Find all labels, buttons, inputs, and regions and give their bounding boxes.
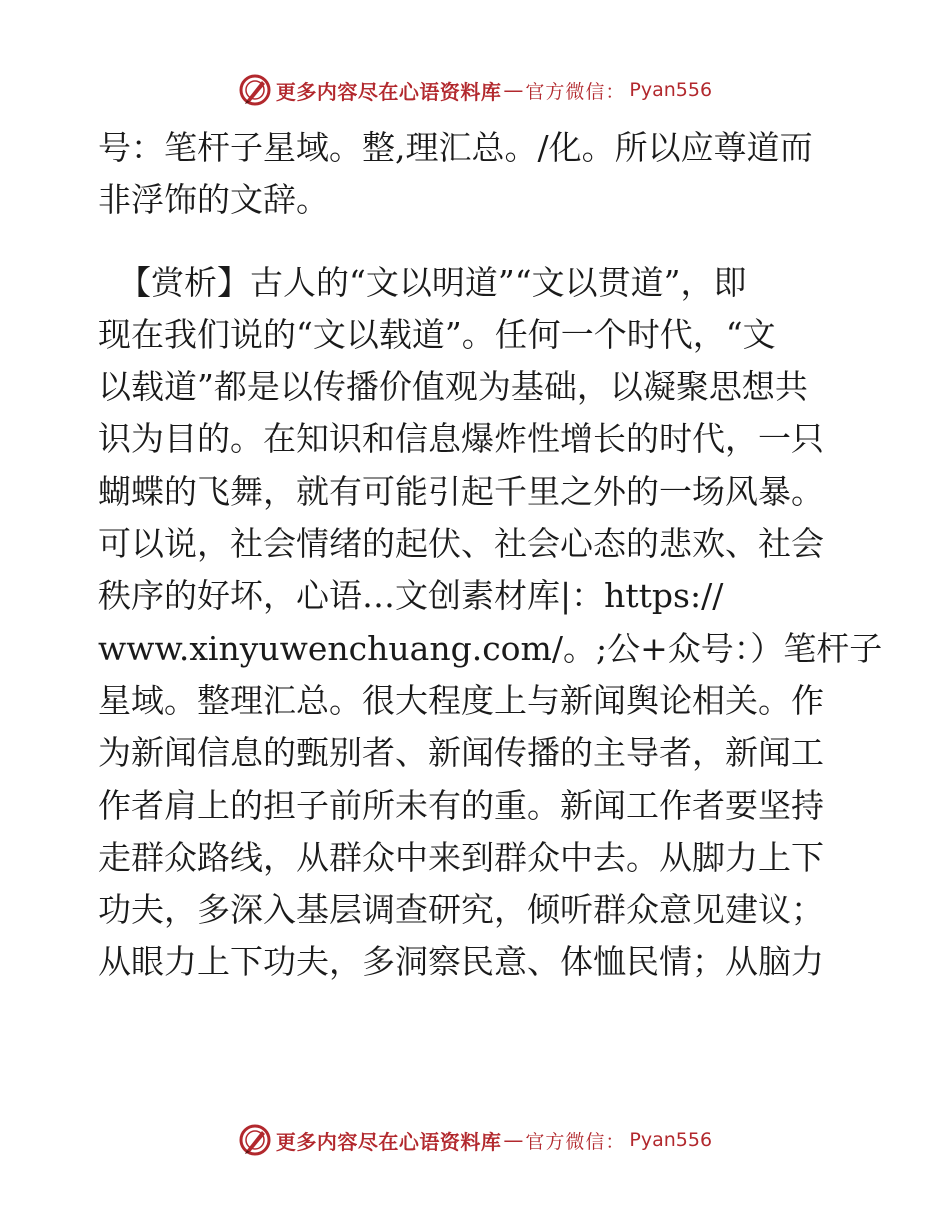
- paragraph-spacer: [98, 227, 850, 257]
- banner-title: 更多内容尽在心语资料库: [275, 1129, 502, 1154]
- text-line: 现在我们说的“文以载道”。任何一个时代，“文: [98, 314, 776, 354]
- paragraph-2: [98, 257, 883, 989]
- footer-watermark-banner: [0, 1122, 950, 1158]
- banner-wechat-label: 官方微信：: [525, 80, 626, 103]
- text-line: 蝴蝶的飞舞，就有可能引起千里之外的一场风暴。: [98, 471, 824, 511]
- text-line: 功夫，多深入基层调查研究，倾听群众意见建议；: [98, 890, 824, 930]
- banner-wechat-id: Pyan556: [629, 1129, 713, 1151]
- text-line: 为新闻信息的甄别者、新闻传播的主导者，新闻工: [98, 733, 824, 773]
- document-body: [98, 122, 883, 989]
- banner-dash: —: [503, 78, 524, 102]
- banner-wechat-id: Pyan556: [629, 79, 713, 101]
- text-line: 以载道”都是以传播价值观为基础，以凝聚思想共: [98, 367, 808, 407]
- text-line: 从眼力上下功夫，多洞察民意、体恤民情；从脑力: [98, 942, 824, 982]
- text-line: 【赏析】古人的“文以明道”“文以贯道”，即: [118, 262, 747, 302]
- text-line: 秩序的好坏，心语…文创素材库|：https://: [98, 576, 724, 616]
- pen-logo-icon: [238, 1123, 272, 1157]
- banner-title: 更多内容尽在心语资料库: [275, 79, 502, 104]
- banner-wechat-label: 官方微信：: [525, 1130, 626, 1153]
- paragraph-1: [98, 122, 850, 227]
- text-line: 可以说，社会情绪的起伏、社会心态的悲欢、社会: [98, 524, 824, 564]
- header-watermark-banner: [0, 72, 950, 108]
- text-line: 识为目的。在知识和信息爆炸性增长的时代，一只: [98, 419, 824, 459]
- pen-logo-icon: [238, 73, 272, 107]
- text-line: www.xinyuwenchuang.com/。;公+众号：）笔杆子: [98, 628, 883, 668]
- banner-dash: —: [503, 1128, 524, 1152]
- text-line: 号：笔杆子星域。整,理汇总。/化。所以应尊道而: [98, 128, 813, 167]
- text-line: 作者肩上的担子前所未有的重。新闻工作者要坚持: [98, 785, 824, 825]
- text-line: 非浮饰的文辞。: [98, 180, 329, 220]
- text-line: 星域。整理汇总。很大程度上与新闻舆论相关。作: [98, 680, 824, 720]
- text-line: 走群众路线，从群众中来到群众中去。从脚力上下: [98, 837, 824, 877]
